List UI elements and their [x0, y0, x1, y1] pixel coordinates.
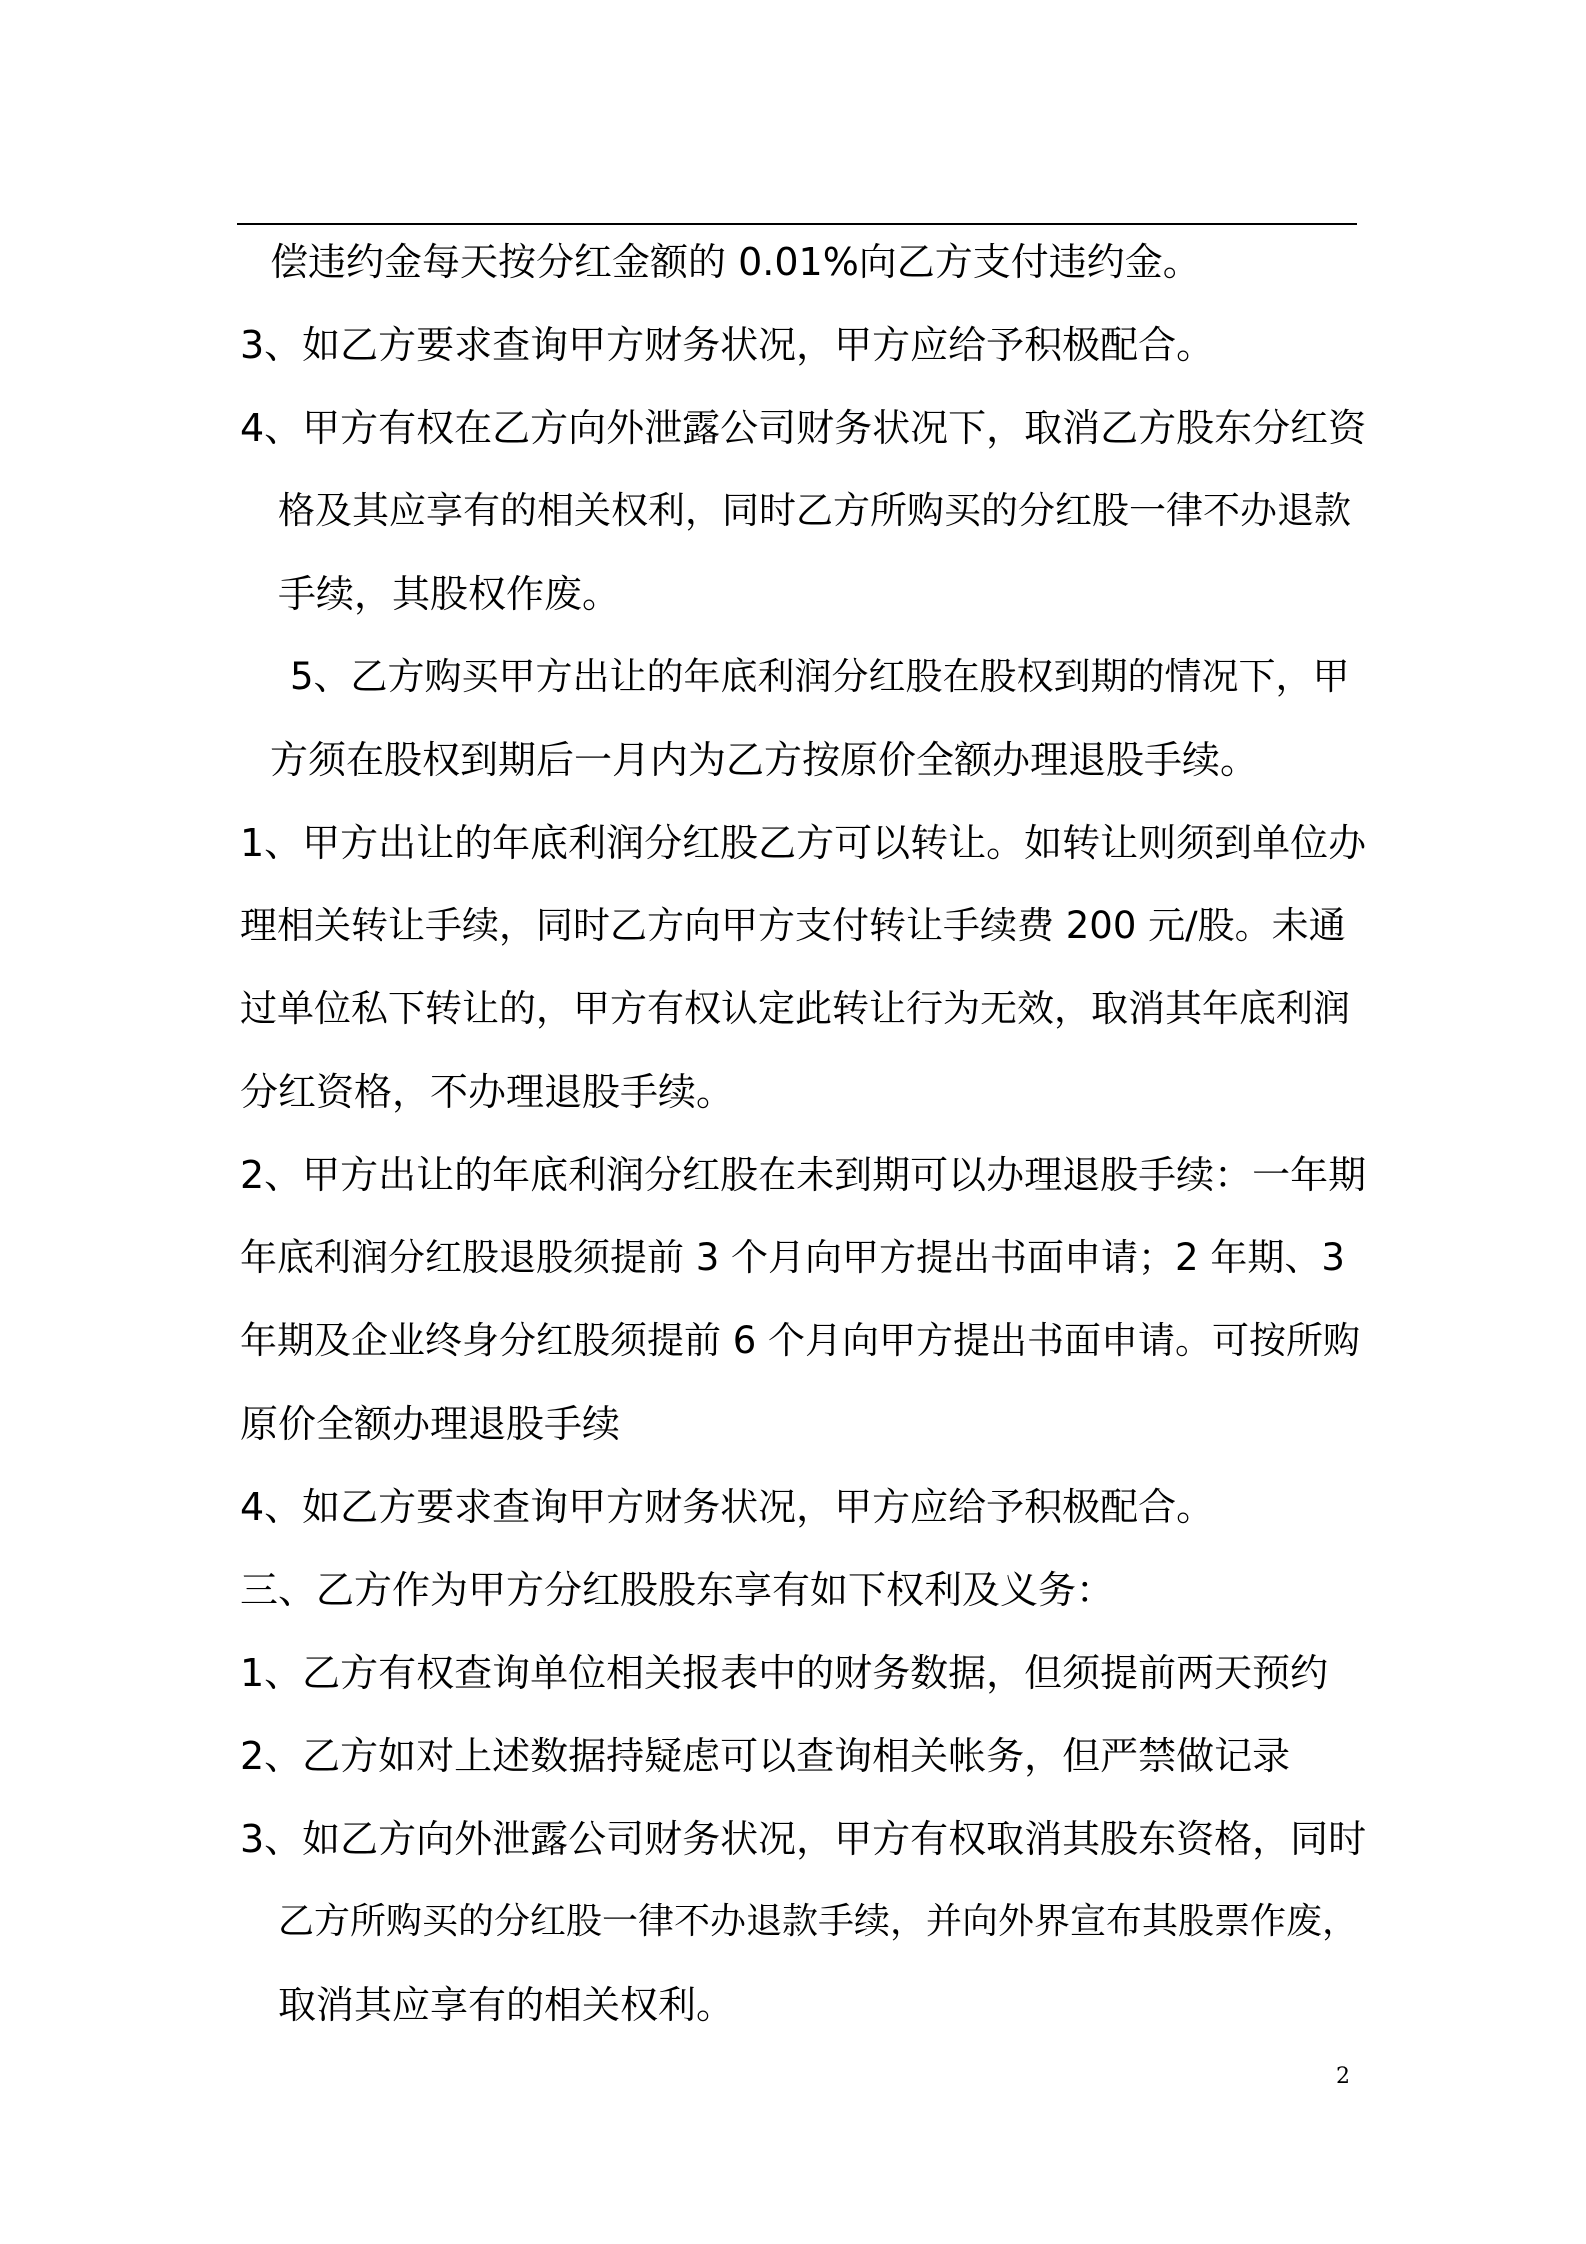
text-line-14: 年期及企业终身分红股须提前 6 个月向甲方提出书面申请。可按所购: [240, 1319, 1361, 1362]
text-line-10: 过单位私下转让的，甲方有权认定此转让行为无效，取消其年底利润: [240, 987, 1350, 1030]
text-line-18: 1、乙方有权查询单位相关报表中的财务数据，但须提前两天预约: [240, 1651, 1329, 1695]
header-rule: [237, 223, 1357, 225]
text-line-22: 取消其应享有的相关权利。: [278, 1983, 735, 2027]
text-line-16: 4、如乙方要求查询甲方财务状况，甲方应给予积极配合。: [240, 1485, 1215, 1529]
text-line-12: 2、甲方出让的年底利润分红股在未到期可以办理退股手续：一年期: [240, 1153, 1367, 1197]
text-line-8: 1、甲方出让的年底利润分红股乙方可以转让。如转让则须到单位办: [240, 821, 1367, 865]
text-line-6: 5、乙方购买甲方出让的年底利润分红股在股权到期的情况下，甲: [290, 655, 1350, 698]
text-line-13: 年底利润分红股退股须提前 3 个月向甲方提出书面申请；2 年期、3: [240, 1236, 1345, 1279]
text-line-21: 乙方所购买的分红股一律不办退款手续，并向外界宣布其股票作废，: [278, 1901, 1359, 1942]
page-number: 2: [1336, 2064, 1350, 2089]
text-line-4: 格及其应享有的相关权利，同时乙方所购买的分红股一律不办退款: [278, 489, 1351, 532]
text-line-17: 三、乙方作为甲方分红股股东享有如下权利及义务：: [240, 1568, 1115, 1612]
text-line-19: 2、乙方如对上述数据持疑虑可以查询相关帐务，但严禁做记录: [240, 1734, 1291, 1778]
text-line-15: 原价全额办理退股手续: [240, 1402, 621, 1446]
text-line-11: 分红资格，不办理退股手续。: [240, 1070, 735, 1114]
text-line-20: 3、如乙方向外泄露公司财务状况，甲方有权取消其股东资格，同时: [240, 1817, 1367, 1861]
text-line-2: 3、如乙方要求查询甲方财务状况，甲方应给予积极配合。: [240, 323, 1215, 367]
text-line-1: 偿违约金每天按分红金额的 0.01%向乙方支付违约金。: [270, 240, 1201, 284]
text-line-9: 理相关转让手续，同时乙方向甲方支付转让手续费 200 元/股。未通: [240, 904, 1346, 947]
text-line-3: 4、甲方有权在乙方向外泄露公司财务状况下，取消乙方股东分红资: [240, 406, 1367, 450]
text-line-7: 方须在股权到期后一月内为乙方按原价全额办理退股手续。: [270, 738, 1259, 782]
text-line-5: 手续，其股权作废。: [278, 572, 621, 616]
